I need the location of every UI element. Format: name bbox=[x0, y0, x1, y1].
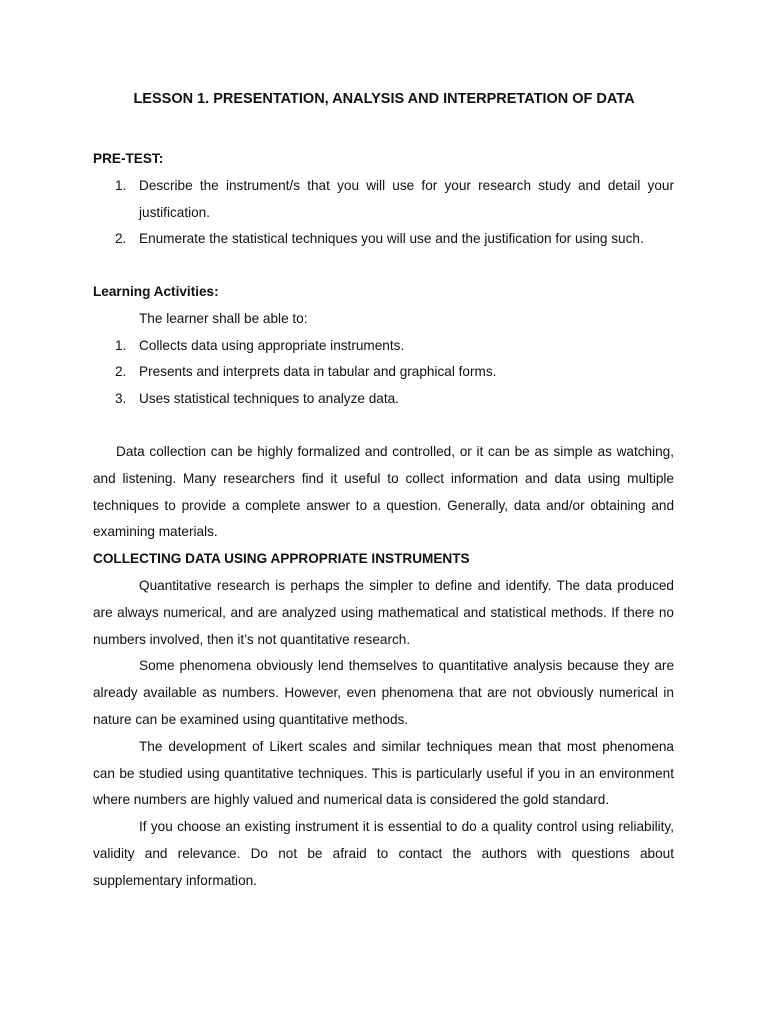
intro-paragraph: Data collection can be highly formalized and controlled, or it can be as simple as watching, and listening. Many researchers find it useful to collect information and data using multiple techniques to provide a complete answer to a question. Generally, data and/or obtaining and examining materials. bbox=[93, 444, 674, 540]
section-heading: COLLECTING DATA USING APPROPRIATE INSTRUMENTS bbox=[93, 551, 470, 567]
body-paragraph: Some phenomena obviously lend themselves to quantitative analysis because they are already available as numbers. However, even phenomena that are not obviously numerical in nature can be examined using quantitative methods. bbox=[93, 658, 674, 727]
list-item bbox=[93, 173, 674, 227]
body-section bbox=[93, 439, 674, 895]
list-item-text: Enumerate the statistical techniques you will use and the justification for using such. bbox=[139, 231, 644, 247]
list-item bbox=[93, 359, 674, 386]
lesson-title: LESSON 1. PRESENTATION, ANALYSIS AND INTERPRETATION OF DATA bbox=[133, 91, 635, 107]
learning-list bbox=[93, 333, 674, 413]
body-paragraph: The development of Likert scales and similar techniques mean that most phenomena can be studied using quantitative techniques. This is particularly useful if you in an environment where numbers are highly valued and numerical data is considered the gold standard. bbox=[93, 738, 674, 808]
list-item bbox=[93, 226, 674, 253]
learning-activities-heading: Learning Activities: bbox=[93, 284, 219, 299]
list-number: 2. bbox=[115, 364, 127, 380]
pretest-list bbox=[93, 173, 674, 253]
pretest-heading: PRE-TEST: bbox=[93, 151, 164, 166]
list-item bbox=[93, 386, 674, 413]
learning-activities-section bbox=[93, 279, 674, 413]
list-number: 3. bbox=[115, 391, 127, 407]
list-item-text: Uses statistical techniques to analyze data. bbox=[139, 391, 399, 407]
body-paragraph: If you choose an existing instrument it is essential to do a quality control using reliability, validity and relevance. Do not be afraid to contact the authors with questions about supplementary information. bbox=[93, 819, 674, 888]
pretest-section bbox=[93, 146, 674, 253]
list-item-text: Collects data using appropriate instruments. bbox=[139, 337, 405, 353]
list-number: 1. bbox=[115, 177, 127, 193]
list-item-text: Describe the instrument/s that you will use for your research study and detail your justification. bbox=[139, 177, 674, 220]
list-item bbox=[93, 333, 674, 360]
list-item-text: Presents and interprets data in tabular and graphical forms. bbox=[139, 364, 497, 380]
list-number: 2. bbox=[115, 231, 127, 247]
list-number: 1. bbox=[115, 337, 127, 353]
learning-intro: The learner shall be able to: bbox=[139, 310, 308, 326]
body-paragraph: Quantitative research is perhaps the simpler to define and identify. The data produced are always numerical, and are analyzed using mathematical and statistical methods. If there no numbers involved, then it’s not quantitative research. bbox=[93, 577, 674, 647]
